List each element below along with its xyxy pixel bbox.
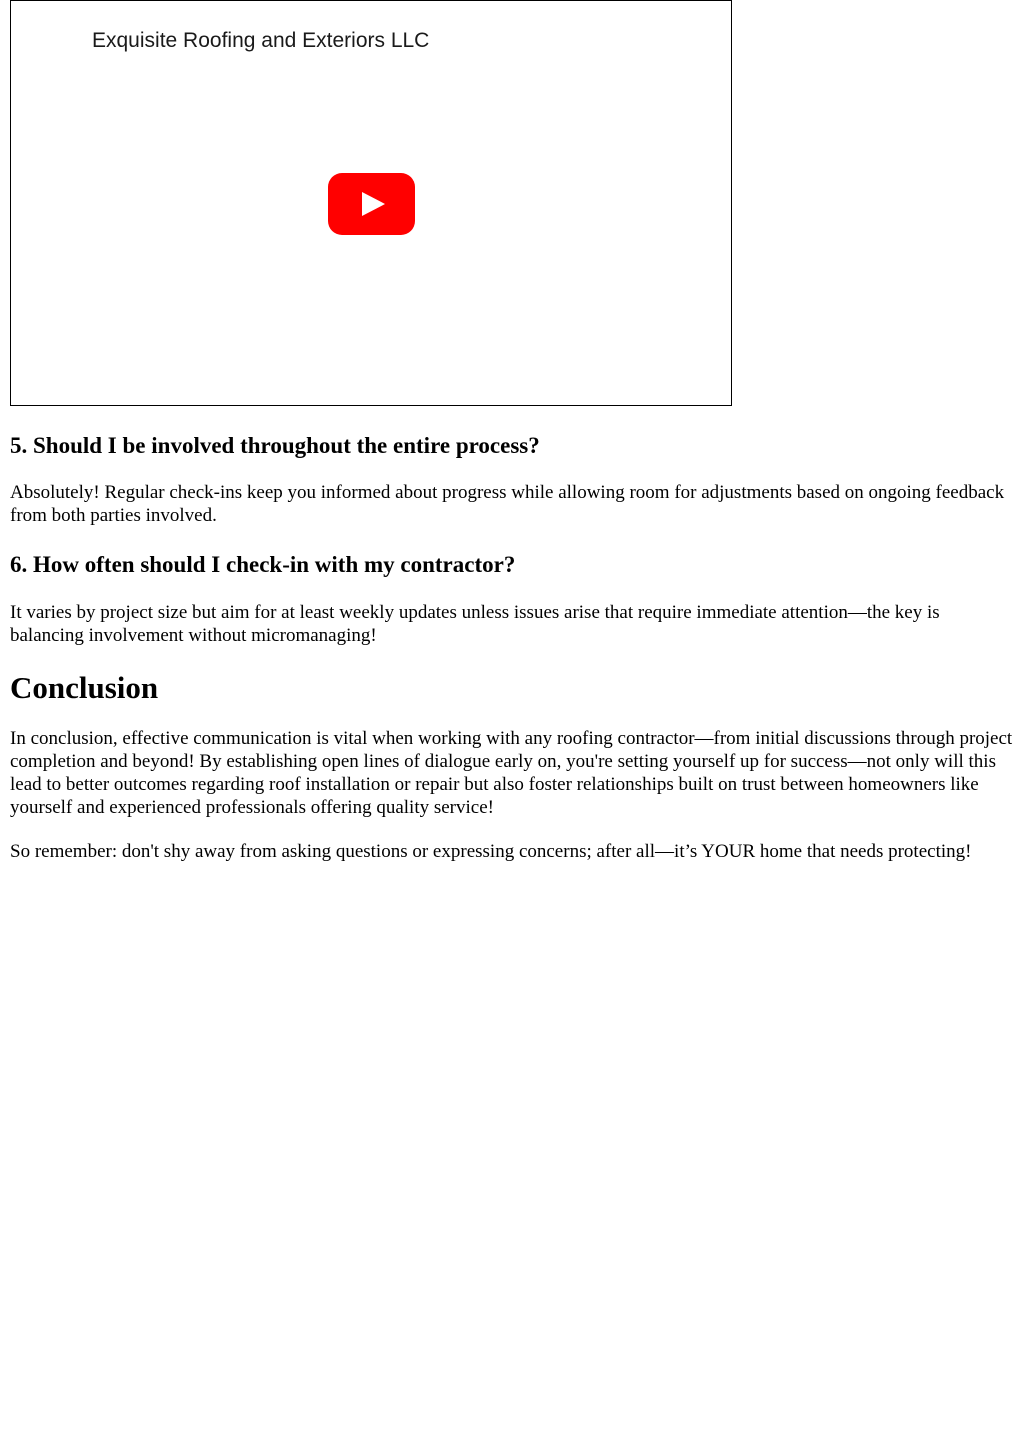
conclusion-paragraph: In conclusion, effective communication is vital when working with any roofing contractor—from initial discussions through project completion and beyond! By establishing open lines of dialogue early on, you're setting yourself up for success—not only will this lead to better outcomes regarding roof installation or repair but also foster relationships built on trust between homeowners like yourself and experienced professionals offering quality service!: [10, 728, 1013, 818]
video-title[interactable]: Exquisite Roofing and Exteriors LLC: [92, 29, 430, 52]
faq-heading: 5. Should I be involved throughout the entire process?: [10, 433, 540, 458]
youtube-play-icon: [362, 192, 385, 216]
faq-heading: 6. How often should I check-in with my contractor?: [10, 552, 516, 577]
conclusion-heading: Conclusion: [10, 670, 159, 705]
faq-answer: Absolutely! Regular check-ins keep you informed about progress while allowing room for adjustments based on ongoing feedback from both parties involved.: [10, 482, 1005, 526]
video-embed[interactable]: [10, 0, 732, 406]
faq-answer: It varies by project size but aim for at least weekly updates unless issues arise that require immediate attention—the key is balancing involvement without micromanaging!: [10, 602, 940, 646]
conclusion-paragraph: So remember: don't shy away from asking questions or expressing concerns; after all—it’s YOUR home that needs protecting!: [10, 841, 972, 862]
article-content: [10, 0, 1014, 863]
play-button[interactable]: [328, 173, 415, 235]
